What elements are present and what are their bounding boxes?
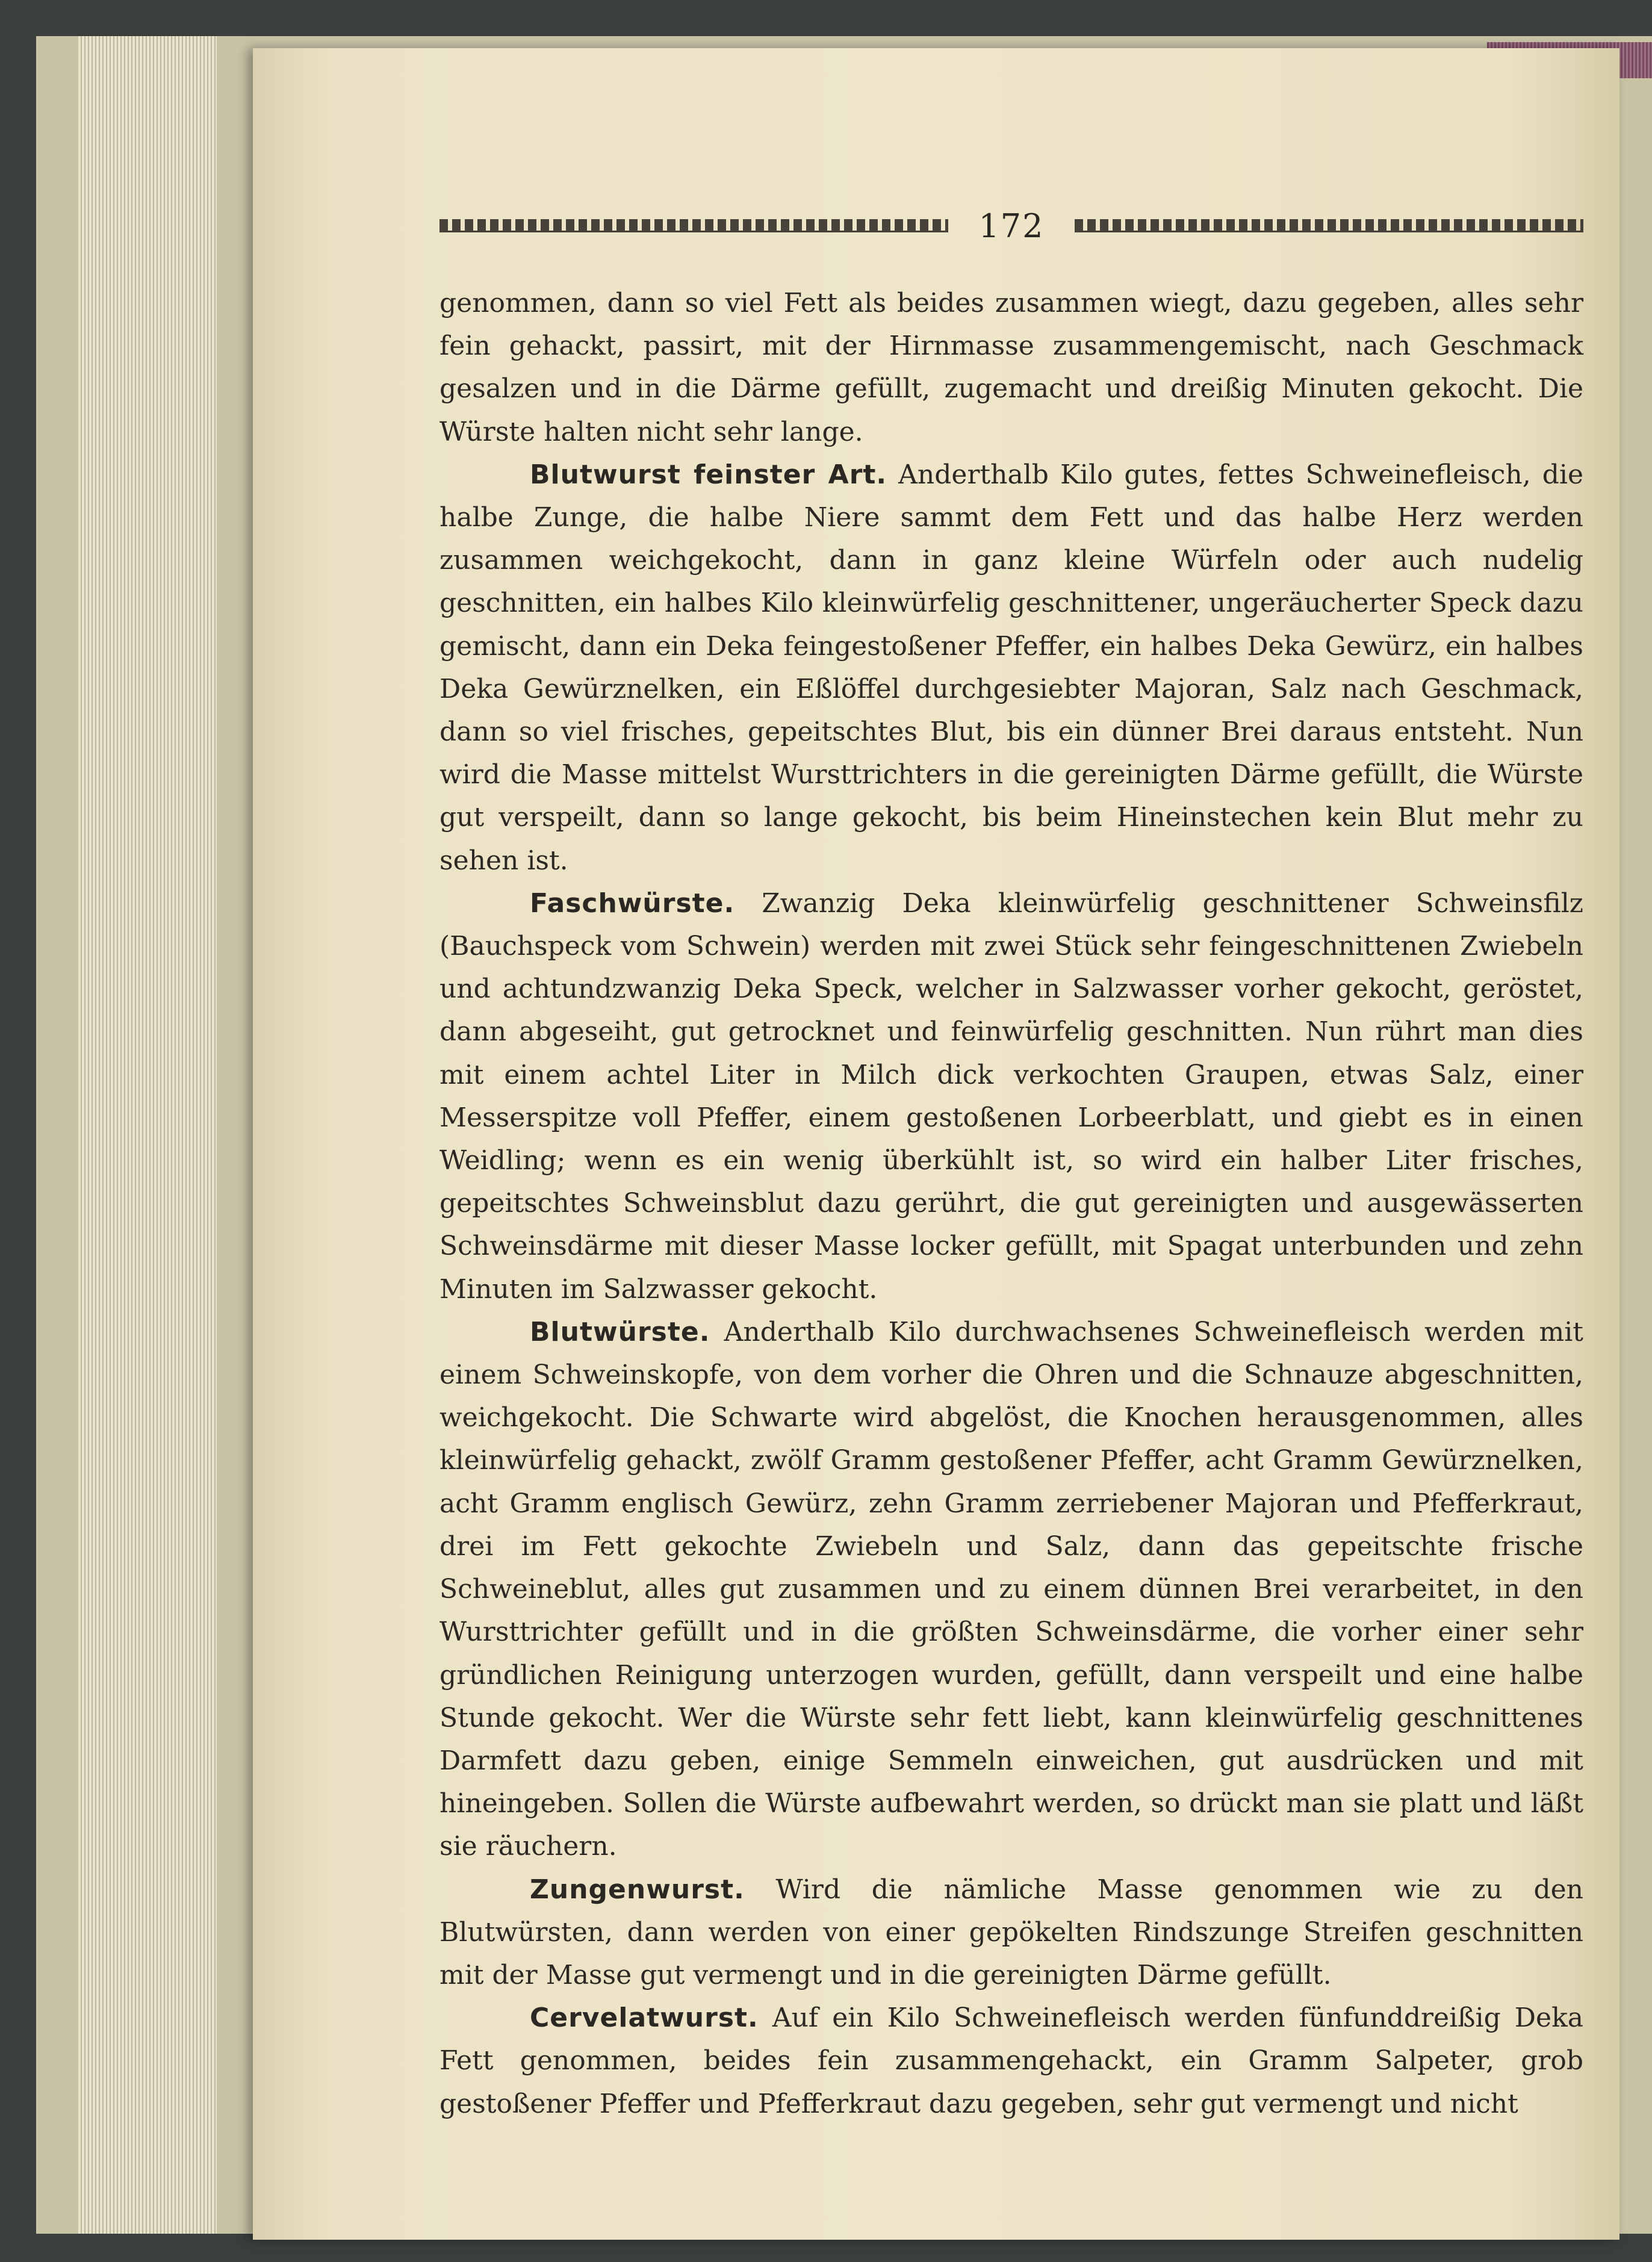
page-text [439,282,1583,2125]
section-heading: Zungenwurst. [530,1874,745,1905]
paragraph [439,282,1583,453]
section-heading: Faschwürste. [530,887,735,919]
paragraph [439,1996,1583,2125]
paragraph-body: genommen, dann so viel Fett als beides zusammen wiegt, dazu gegeben, alles sehr fein gehackt, passirt, mit der Hirnmasse zusammengemischt, nach Geschmack gesalzen und in die Därme gefüllt, zugemacht und dreißig Minuten gekocht. Die Würste halten nicht sehr lange. [439,288,1583,447]
page-edges [78,36,217,2234]
header-ornament-left [439,219,948,232]
section-heading: Cervelatwurst. [530,2003,759,2034]
page-number: 172 [978,207,1045,245]
paragraph-body: Wird die nämliche Masse genommen wie zu den Blutwürsten, dann werden von einer gepökelten Rindszunge Streifen geschnitten mit der Masse gut vermengt und in die gereinigten Därme gefüllt. [439,1874,1583,1990]
paragraph [439,882,1583,1311]
paragraph [439,1311,1583,1868]
paragraph [439,453,1583,882]
section-heading: Blutwürste. [530,1316,710,1347]
paragraph-body: Anderthalb Kilo durchwachsenes Schweinefleisch werden mit einem Schweinskopfe, von dem vorher die Ohren und die Schnauze abgeschnitten, weichgekocht. Die Schwarte wird abgelöst, die Knochen herausgenommen, alles kleinwürfelig gehackt, zwölf Gramm gestoßener Pfeffer, acht Gramm Gewürznelken, acht Gramm englisch Gewürz, zehn Gramm zerriebener Majoran und Pfefferkraut, drei im Fett gekochte Zwiebeln und Salz, dann das gepeitschte frische Schweineblut, alles gut zusammen und zu einem dünnen Brei verarbeitet, in den Wursttrichter gefüllt und in die größten Schweinsdärme, die vorher einer sehr gründlichen Reinigung unterzogen wurden, gefüllt, dann verspeilt und eine halbe Stunde gekocht. Wer die Würste sehr fett liebt, kann kleinwürfelig geschnittenes Darmfett dazu geben, einige Semmeln einweichen, gut ausdrücken und mit hineingeben. Sollen die Würste aufbewahrt werden, so drückt man sie platt und läßt sie räuchern. [439,1316,1583,1862]
paragraph-body: Auf ein Kilo Schweinefleisch werden fünfunddreißig Deka Fett genommen, beides fein zusammengehackt, ein Gramm Salpeter, grob gestoßener Pfeffer und Pfefferkraut dazu gegeben, sehr gut vermengt und nicht [439,2003,1583,2119]
paragraph-body: Anderthalb Kilo gutes, fettes Schweinefleisch, die halbe Zunge, die halbe Niere sammt dem Fett und das halbe Herz werden zusammen weichgekocht, dann in ganz kleine Würfeln oder auch nudelig geschnitten, ein halbes Kilo kleinwürfelig geschnittener, ungeräucherter Speck dazu gemischt, dann ein Deka feingestoßener Pfeffer, ein halbes Deka Gewürz, ein halbes Deka Gewürznelken, ein Eßlöffel durchgesiebter Majoran, Salz nach Geschmack, dann so viel frisches, gepeitschtes Blut, bis ein dünner Brei daraus entsteht. Nun wird die Masse mittelst Wursttrichters in die gereinigten Därme gefüllt, die Würste gut verspeilt, dann so lange gekocht, bis beim Hineinstechen kein Blut mehr zu sehen ist. [439,459,1583,876]
header-ornament-right [1075,219,1583,232]
page-header [439,202,1583,250]
paragraph [439,1868,1583,1997]
section-heading: Blutwurst feinster Art. [530,459,887,490]
paragraph-body: Zwanzig Deka kleinwürfelig geschnittener Schweinsfilz (Bauchspeck vom Schwein) werden mit zwei Stück sehr feingeschnittenen Zwiebeln und achtundzwanzig Deka Speck, welcher in Salzwasser vorher gekocht, geröstet, dann abgeseiht, gut getrocknet und feinwürfelig geschnitten. Nun rührt man dies mit einem achtel Liter in Milch dick verkochten Graupen, etwas Salz, einer Messerspitze voll Pfeffer, einem gestoßenen Lorbeerblatt, und giebt es in einen Weidling; wenn es ein wenig überkühlt ist, so wird ein halber Liter frisches, gepeitschtes Schweinsblut dazu gerührt, die gut gereinigten und ausgewässerten Schweinsdärme mit dieser Masse locker gefüllt, mit Spagat unterbunden und zehn Minuten im Salzwasser gekocht. [439,887,1583,1305]
